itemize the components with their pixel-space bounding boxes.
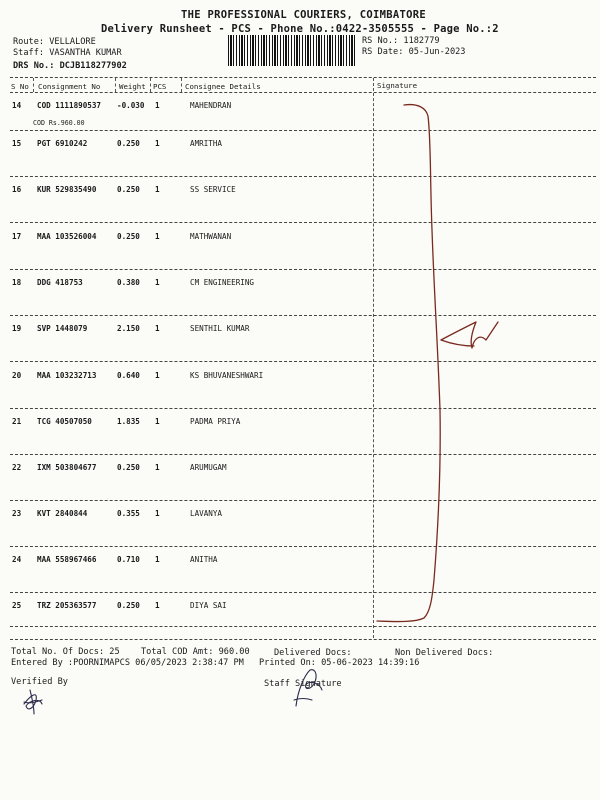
row-pcs: 1 (155, 324, 160, 333)
row-sno: 20 (12, 371, 22, 380)
staff-signature-label: Staff Signature (264, 679, 342, 689)
row-weight: 0.355 (117, 509, 140, 518)
row-consignee: MATHWANAN (190, 232, 232, 241)
row-weight: -0.030 (117, 101, 145, 110)
row-sno: 22 (12, 463, 22, 472)
row-pcs: 1 (155, 185, 160, 194)
delivery-mark-tail (441, 340, 474, 346)
row-sno: 18 (12, 278, 22, 287)
delivery-mark (441, 322, 498, 348)
row-consignment: COD 1111890537 (37, 101, 102, 110)
row-weight: 0.250 (117, 601, 140, 610)
row-pcs: 1 (155, 601, 160, 610)
row-consignee: LAVANYA (190, 509, 223, 518)
row-consignment: TRZ 205363577 (37, 601, 97, 610)
row-consignment: SVP 1448079 (37, 324, 88, 333)
row-pcs: 1 (155, 139, 160, 148)
route-label: Route: VELLALORE (13, 37, 96, 47)
row-pcs: 1 (155, 509, 160, 518)
row-pcs: 1 (155, 463, 160, 472)
staff-signature-mark (294, 670, 322, 706)
total-docs: Total No. Of Docs: 25 (11, 647, 120, 657)
col-pcs-header: PCS (153, 82, 167, 91)
row-weight: 0.250 (117, 139, 140, 148)
row-consignment: MAA 103232713 (37, 371, 97, 380)
row-pcs: 1 (155, 278, 160, 287)
row-consignee: KS BHUVANESHWARI (190, 371, 264, 380)
non-delivered-docs: Non Delivered Docs: (395, 648, 494, 658)
drs-number: DRS No.: DCJB118277902 (13, 61, 127, 71)
row-consignment: DDG 418753 (37, 278, 83, 287)
row-sno: 14 (12, 101, 22, 110)
row-consignee: ARUMUGAM (190, 463, 227, 472)
verified-signature (24, 690, 42, 714)
row-consignment: MAA 103526004 (37, 232, 97, 241)
row-weight: 0.250 (117, 463, 140, 472)
row-weight: 1.835 (117, 417, 140, 426)
row-consignment: MAA 558967466 (37, 555, 97, 564)
total-cod-amount: Total COD Amt: 960.00 (141, 647, 250, 657)
row-consignee: ANITHA (190, 555, 218, 564)
row-sno: 23 (12, 509, 22, 518)
col-sno-header: S No (11, 82, 29, 91)
runsheet-title: Delivery Runsheet - PCS - Phone No.:0422-3505555 - Page No.:2 (101, 23, 499, 35)
row-consignee: SS SERVICE (190, 185, 236, 194)
col-weight-header: Weight (119, 82, 146, 91)
row-sno: 19 (12, 324, 22, 333)
row-pcs: 1 (155, 232, 160, 241)
row-pcs: 1 (155, 417, 160, 426)
row-pcs: 1 (155, 371, 160, 380)
row-consignment: KVT 2840844 (37, 509, 88, 518)
rs-date: RS Date: 05-Jun-2023 (362, 47, 466, 57)
row-consignee: PADMA PRIYA (190, 417, 241, 426)
row-consignment: TCG 40507050 (37, 417, 92, 426)
delivered-docs: Delivered Docs: (274, 648, 352, 658)
row-sno: 21 (12, 417, 22, 426)
row-weight: 0.250 (117, 232, 140, 241)
row-sno: 16 (12, 185, 22, 194)
row-sno: 17 (12, 232, 22, 241)
printed-on: Printed On: 05-06-2023 14:39:16 (259, 658, 420, 668)
row-consignee: MAHENDRAN (190, 101, 232, 110)
verified-by-label: Verified By (11, 677, 68, 687)
row-weight: 0.640 (117, 371, 140, 380)
row-pcs: 1 (155, 555, 160, 564)
col-consignee-header: Consignee Details (185, 82, 261, 91)
row-consignment: KUR 529835490 (37, 185, 97, 194)
entered-by: Entered By :POORNIMAPCS 06/05/2023 2:38:47 PM (11, 658, 244, 668)
row-consignee: CM ENGINEERING (190, 278, 255, 287)
row-sno: 25 (12, 601, 22, 610)
row-consignment: PGT 6910242 (37, 139, 88, 148)
col-consignment-header: Consignment No (38, 82, 101, 91)
staff-label: Staff: VASANTHA KUMAR (13, 48, 122, 58)
row-weight: 0.250 (117, 185, 140, 194)
col-signature-header: Signature (377, 81, 418, 90)
row-pcs: 1 (155, 101, 160, 110)
row-weight: 2.150 (117, 324, 140, 333)
row-sno: 15 (12, 139, 22, 148)
rs-number: RS No.: 1182779 (362, 36, 440, 46)
delivery-bracket (377, 105, 440, 622)
row-cod-note: COD Rs.960.00 (33, 119, 85, 127)
row-consignee: AMRITHA (190, 139, 223, 148)
row-weight: 0.380 (117, 278, 140, 287)
company-title: THE PROFESSIONAL COURIERS, COIMBATORE (181, 9, 426, 21)
row-consignee: DIYA SAI (190, 601, 227, 610)
row-consignee: SENTHIL KUMAR (190, 324, 250, 333)
row-sno: 24 (12, 555, 22, 564)
row-consignment: IXM 503804677 (37, 463, 97, 472)
row-weight: 0.710 (117, 555, 140, 564)
